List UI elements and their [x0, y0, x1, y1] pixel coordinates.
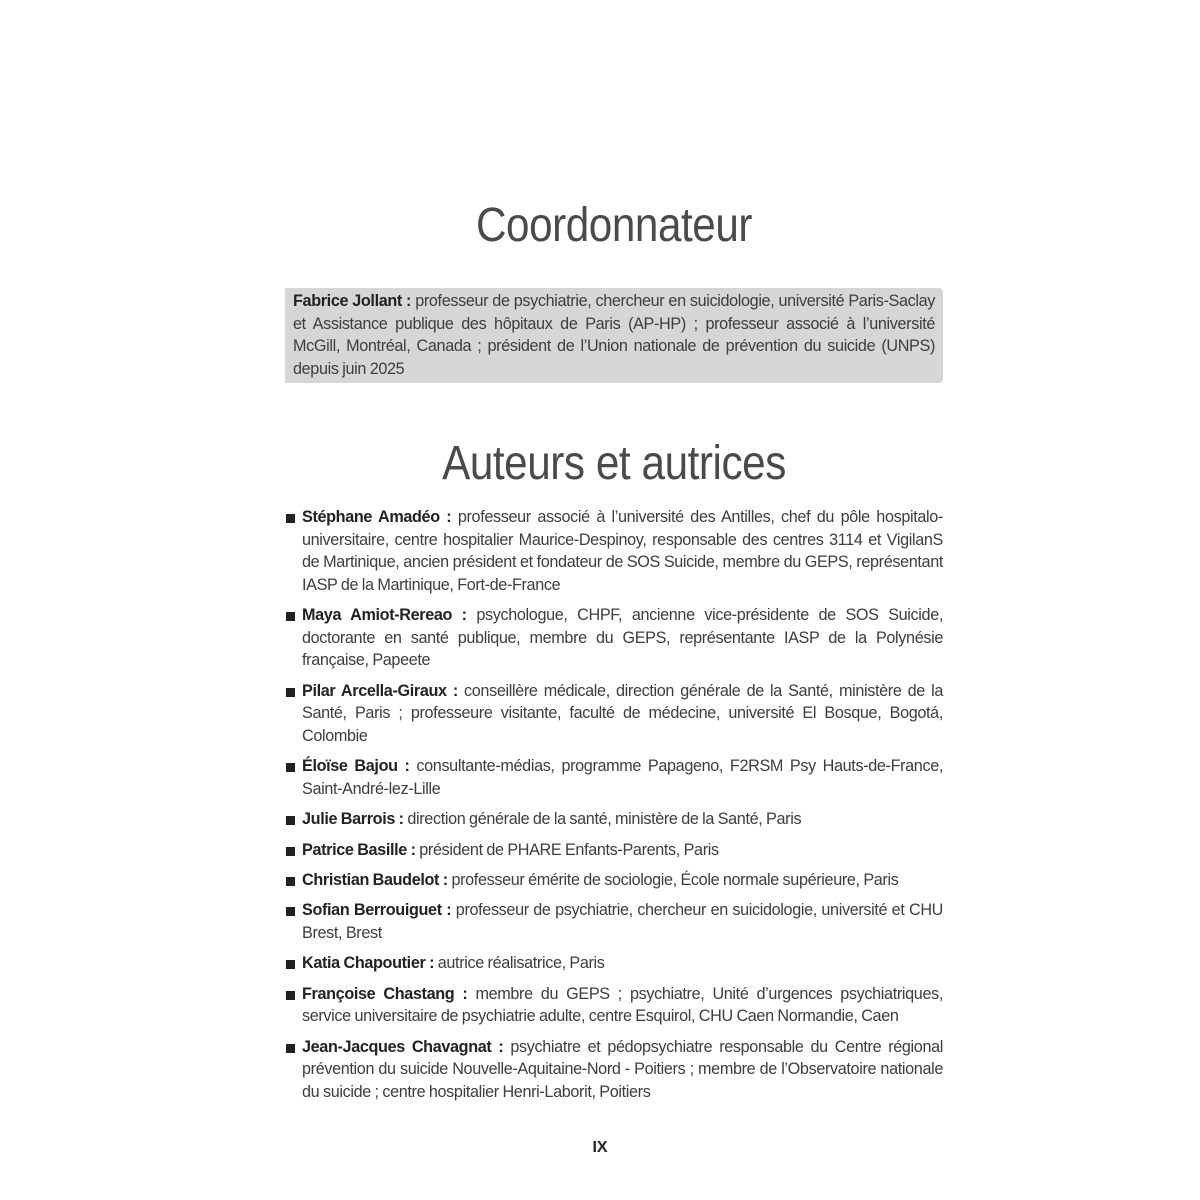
- author-description: professeur associé à l’université des Antilles, chef du pôle hospitalo-universitaire, centre hospitalier Maurice-Despinoy, responsable des centres 3114 et VigilanS de Martinique, ancien président et fondateur de SOS Suicide, membre du GEPS, représentant IASP de la Martinique, Fort-de-France: [302, 508, 943, 594]
- author-entry: [285, 506, 943, 596]
- square-bullet-icon: [286, 907, 295, 916]
- author-entry: [285, 899, 943, 944]
- author-entry: [285, 839, 943, 862]
- authors-section-title: Auteurs et autrices: [442, 437, 786, 490]
- author-name: Pilar Arcella-Giraux :: [302, 681, 458, 700]
- author-entry: [285, 755, 943, 800]
- square-bullet-icon: [286, 1044, 295, 1053]
- author-name: Sofian Berrouiguet :: [302, 901, 452, 920]
- square-bullet-icon: [286, 960, 295, 969]
- author-entry: [285, 869, 943, 892]
- author-name: Maya Amiot-Rereao :: [302, 606, 467, 625]
- author-entry: [285, 983, 943, 1028]
- page-number: IX: [592, 1139, 608, 1156]
- square-bullet-icon: [286, 612, 295, 621]
- author-name: Christian Baudelot :: [302, 871, 448, 890]
- coordinator-entry: [293, 290, 935, 380]
- author-entry: [285, 952, 943, 975]
- author-description: psychiatre et pédopsychiatre responsable du Centre régional prévention du suicide Nouvelle-Aquitaine-Nord - Poitiers ; membre de l’Observatoire nationale du suicide ; centre hospitalier Henri-Laborit, Poitiers: [302, 1037, 943, 1102]
- author-description: président de PHARE Enfants-Parents, Paris: [415, 840, 719, 859]
- square-bullet-icon: [286, 991, 295, 1000]
- coordinator-section-title: Coordonnateur: [475, 199, 753, 252]
- author-name: Katia Chapoutier :: [302, 954, 435, 973]
- coordinator-box: [285, 288, 943, 383]
- author-description: direction générale de la santé, ministère de la Santé, Paris: [403, 810, 802, 829]
- square-bullet-icon: [286, 514, 295, 523]
- author-name: Stéphane Amadéo :: [302, 508, 452, 526]
- author-description: consultante-médias, programme Papageno, F2RSM Psy Hauts-de-France, Saint-André-lez-Lille: [302, 757, 944, 798]
- author-entry: [285, 680, 943, 748]
- author-name: Patrice Basille :: [302, 840, 416, 859]
- square-bullet-icon: [286, 688, 295, 697]
- author-name: Jean-Jacques Chavagnat :: [302, 1037, 504, 1056]
- author-entry: [285, 604, 943, 672]
- square-bullet-icon: [286, 816, 295, 825]
- coordinator-name: Fabrice Jollant :: [293, 292, 412, 310]
- square-bullet-icon: [286, 847, 295, 856]
- author-description: conseillère médicale, direction générale de la Santé, ministère de la Santé, Paris ; professeure visitante, faculté de médecine, université El Bosque, Bogotá, Colombie: [302, 681, 944, 745]
- square-bullet-icon: [286, 763, 295, 772]
- square-bullet-icon: [286, 877, 295, 886]
- author-description: psychologue, CHPF, ancienne vice-présidente de SOS Suicide, doctorante en santé publique, membre du GEPS, représentante IASP de la Polynésie française, Papeete: [302, 606, 944, 670]
- author-name: Françoise Chastang :: [302, 984, 468, 1003]
- author-description: professeur émérite de sociologie, École normale supérieure, Paris: [447, 871, 899, 890]
- coordinator-description: professeur de psychiatrie, chercheur en suicidologie, université Paris-Saclay et Assistance publique des hôpitaux de Paris (AP-HP) ; professeur associé à l’université McGill, Montréal, Canada ; président de l’Union nationale de prévention du suicide (UNPS) depuis juin 2025: [293, 292, 936, 378]
- author-entry: [285, 1036, 943, 1104]
- author-description: membre du GEPS ; psychiatre, Unité d’urgences psychiatriques, service universitaire de psychiatrie adulte, centre Esquirol, CHU Caen Normandie, Caen: [302, 984, 943, 1026]
- author-name: Éloïse Bajou :: [302, 757, 410, 776]
- author-description: professeur de psychiatrie, chercheur en suicidologie, université et CHU Brest, Brest: [302, 901, 943, 943]
- authors-list: [285, 506, 943, 1111]
- author-entry: [285, 808, 943, 831]
- author-name: Julie Barrois :: [302, 810, 404, 829]
- author-description: autrice réalisatrice, Paris: [434, 954, 605, 973]
